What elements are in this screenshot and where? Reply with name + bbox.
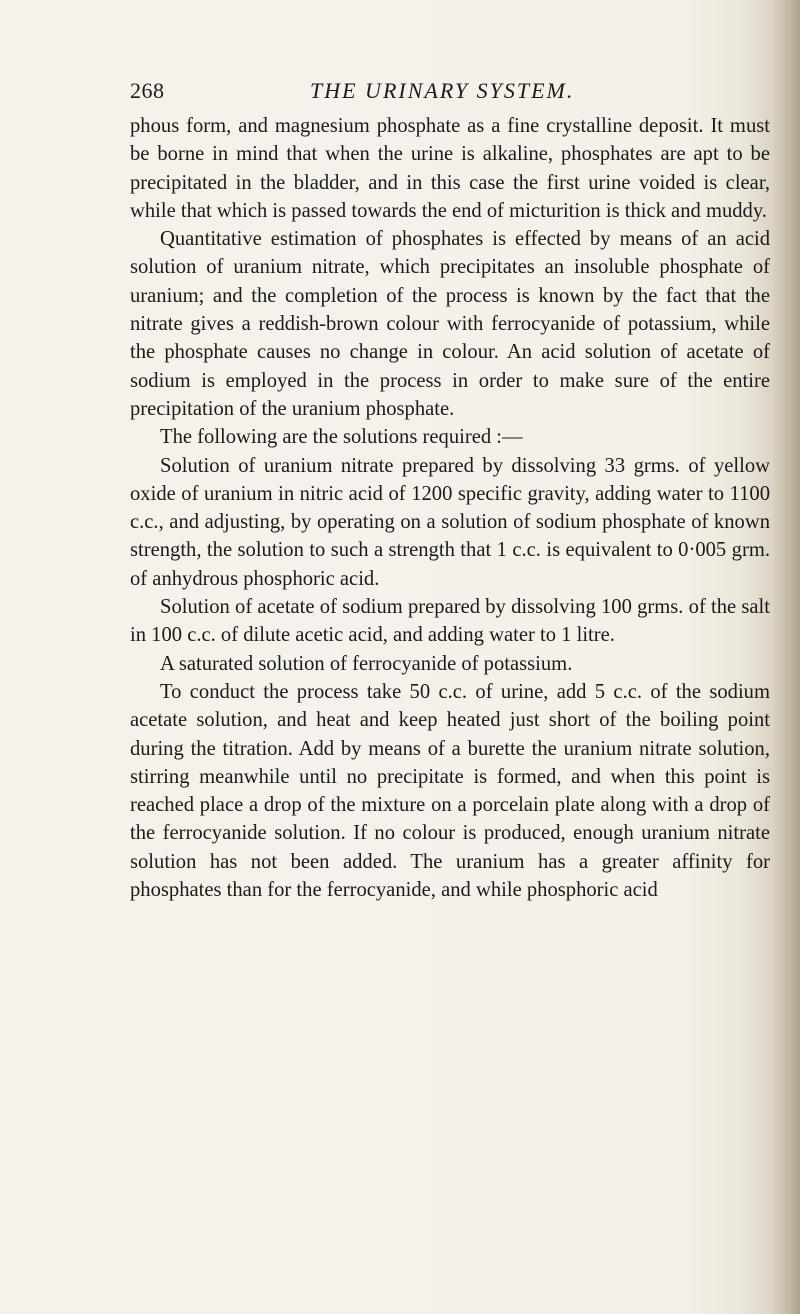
paragraph: To conduct the process take 50 c.c. of urine, add 5 c.c. of the sodium acetate solution, and heat and keep heated just short of the boiling point during the titration. Add by means of a burette the uranium nitrate solution, stirring meanwhile until no precipitate is formed, and when this point is reached place a drop of the mixture on a porcelain plate along with a drop of the ferrocyanide solution. If no colour is produced, enough uranium nitrate solution has not been added. The uranium has a greater affinity for phosphates than for the ferrocyanide, and while phosphoric acid	[130, 680, 770, 902]
paragraph: Solution of uranium nitrate prepared by dissolving 33 grms. of yellow oxide of uranium in nitric acid of 1200 specific gravity, adding water to 1100 c.c., and adjusting, by operating on a solution of sodium phosphate of known strength, the solution to such a strength that 1 c.c. is equivalent to 0·005 grm. of anhydrous phosphoric acid.	[130, 454, 770, 590]
running-head: THE URINARY SYSTEM.	[310, 78, 575, 103]
page-header	[130, 78, 770, 108]
page-edge-shadow	[772, 0, 800, 1314]
page-number: 268	[130, 78, 165, 103]
body-text	[130, 112, 770, 904]
paragraph: Quantitative estimation of phosphates is effected by means of an acid solution of uranium nitrate, which precipitates an insoluble phosphate of uranium; and the completion of the process is known by the fact that the nitrate gives a reddish-brown colour with ferrocyanide of potassium, while the phosphate causes no change in colour. An acid solution of acetate of sodium is employed in the process in order to make sure of the entire precipitation of the uranium phosphate.	[130, 228, 770, 420]
paragraph: A saturated solution of ferrocyanide of potassium.	[160, 652, 573, 675]
paragraph: Solution of acetate of sodium prepared by dissolving 100 grms. of the salt in 100 c.c. of dilute acetic acid, and adding water to 1 litre.	[130, 596, 770, 647]
paragraph: phous form, and magnesium phosphate as a fine crystalline deposit. It must be borne in mind that when the urine is alkaline, phosphates are apt to be precipitated in the bladder, and in this case the first urine voided is clear, while that which is passed towards the end of micturition is thick and muddy.	[130, 115, 770, 222]
paragraph: The following are the solutions required :—	[160, 426, 523, 449]
